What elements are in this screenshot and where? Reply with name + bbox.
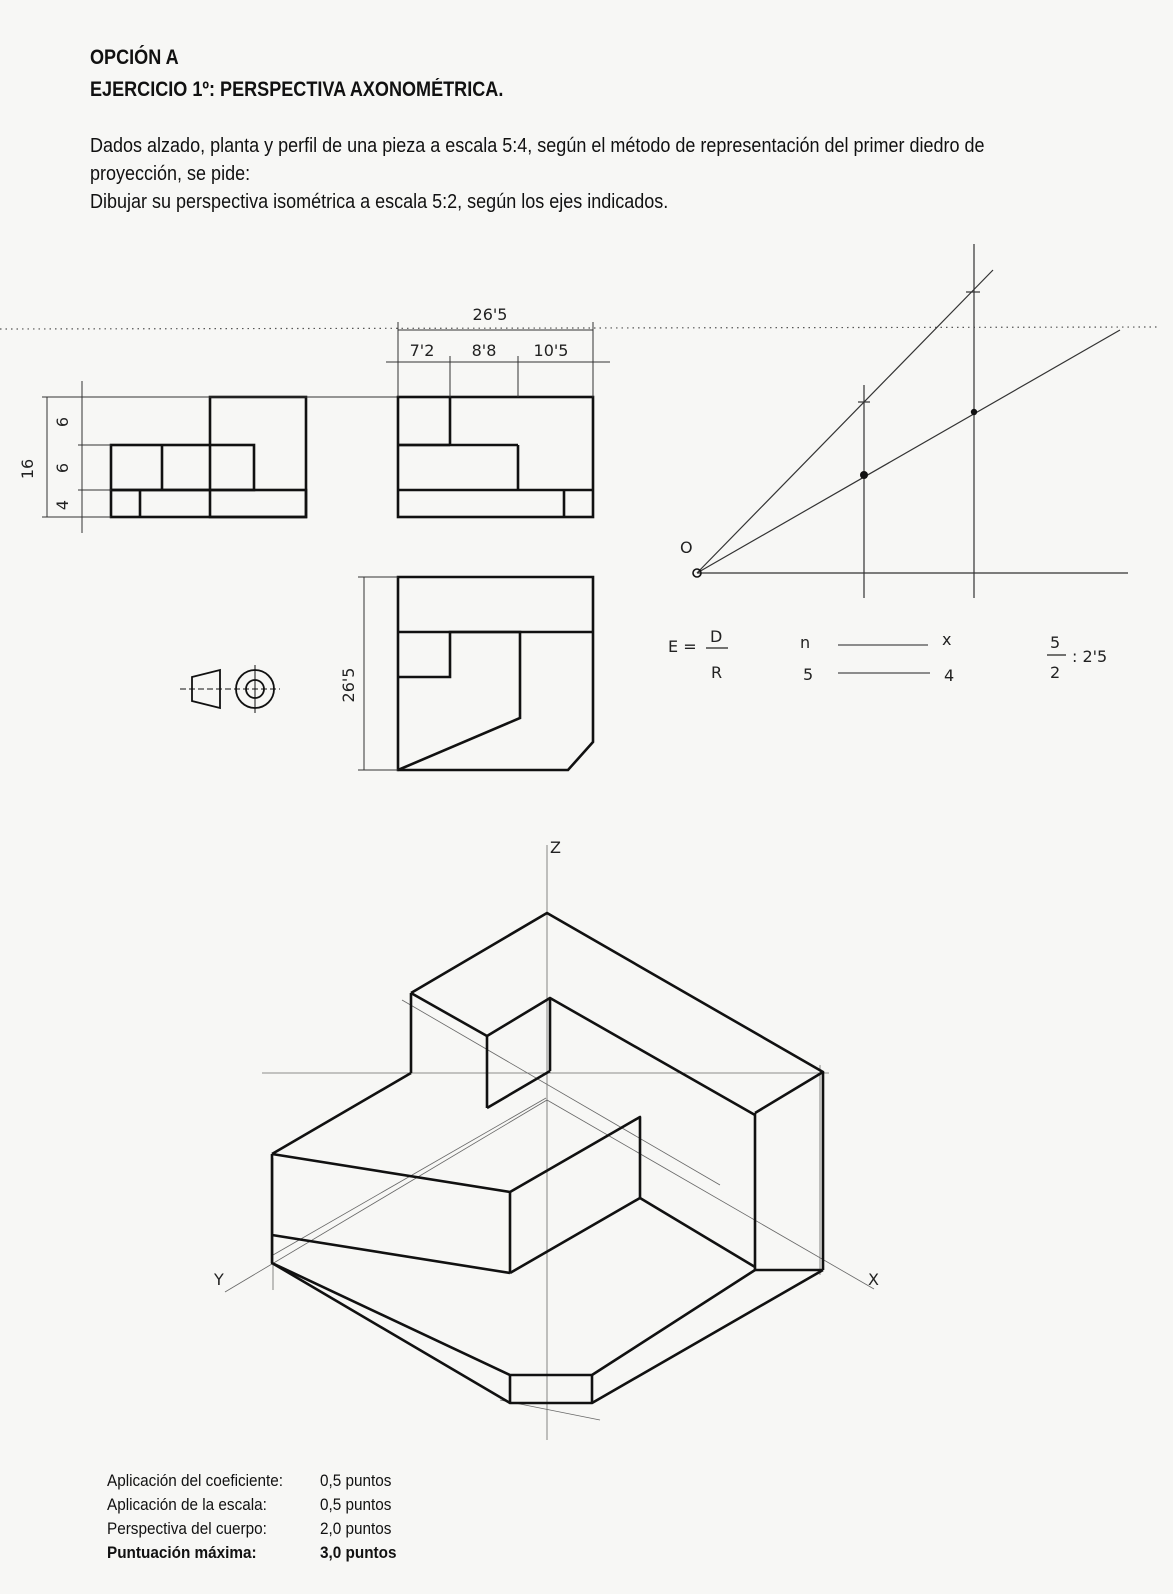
- height-part-2-label: 6: [53, 462, 72, 474]
- statement-line-3: Dibujar su perspectiva isométrica a escala 5:2, según los ejes indicados.: [90, 191, 669, 213]
- option-title: OPCIÓN A: [90, 46, 179, 69]
- depth-dimension: [358, 577, 398, 770]
- score-row: Aplicación de la escala: 0,5 puntos: [107, 1495, 392, 1514]
- statement-line-2: proyección, se pide:: [90, 163, 251, 185]
- plan-view: [398, 577, 593, 770]
- width-part-1-label: 7'2: [409, 341, 435, 360]
- svg-text:5: 5: [803, 665, 814, 684]
- front-view: [398, 397, 593, 517]
- svg-text:5: 5: [1050, 633, 1061, 652]
- scale-point-2: [971, 409, 977, 415]
- scoring-table: [107, 1469, 405, 1565]
- scale-construction: [697, 244, 1128, 598]
- height-total-label: 16: [18, 458, 37, 480]
- height-part-1-label: 6: [53, 416, 72, 428]
- height-dimensions: [42, 381, 400, 533]
- isometric-body: [272, 913, 823, 1403]
- scale-point-1: [860, 471, 868, 479]
- score-total-row: Puntuación máxima: 3,0 puntos: [107, 1543, 397, 1562]
- fold-line: [0, 327, 1160, 329]
- svg-text:E =: E =: [668, 637, 697, 656]
- width-total-label: 26'5: [472, 305, 508, 324]
- first-angle-symbol-icon: [180, 665, 280, 713]
- score-row: Perspectiva del cuerpo: 2,0 puntos: [107, 1519, 392, 1538]
- svg-text:D: D: [710, 627, 723, 646]
- width-part-2-label: 8'8: [471, 341, 497, 360]
- axis-y-label: Y: [214, 1270, 224, 1289]
- construction-lines: [225, 845, 874, 1440]
- svg-text:2: 2: [1050, 663, 1061, 682]
- scale-formula: [668, 627, 1107, 685]
- svg-text:x: x: [942, 630, 952, 649]
- svg-text:n: n: [800, 633, 811, 652]
- exercise-title: EJERCICIO 1º: PERSPECTIVA AXONOMÉTRICA.: [90, 78, 504, 101]
- depth-label: 26'5: [339, 667, 358, 703]
- statement-line-1: Dados alzado, planta y perfil de una pieza a escala 5:4, según el método de representación del primer diedro de: [90, 135, 985, 157]
- height-part-3-label: 4: [53, 499, 72, 511]
- scale-origin-label: O: [680, 538, 693, 557]
- profile-view: [111, 397, 306, 517]
- axis-x-label: X: [868, 1270, 879, 1289]
- score-row: Aplicación del coeficiente: 0,5 puntos: [107, 1471, 392, 1490]
- svg-text:4: 4: [944, 666, 955, 685]
- svg-text:R: R: [711, 663, 723, 682]
- axis-z-label: Z: [550, 838, 561, 857]
- svg-text:: 2'5: : 2'5: [1072, 647, 1108, 666]
- width-part-3-label: 10'5: [533, 341, 569, 360]
